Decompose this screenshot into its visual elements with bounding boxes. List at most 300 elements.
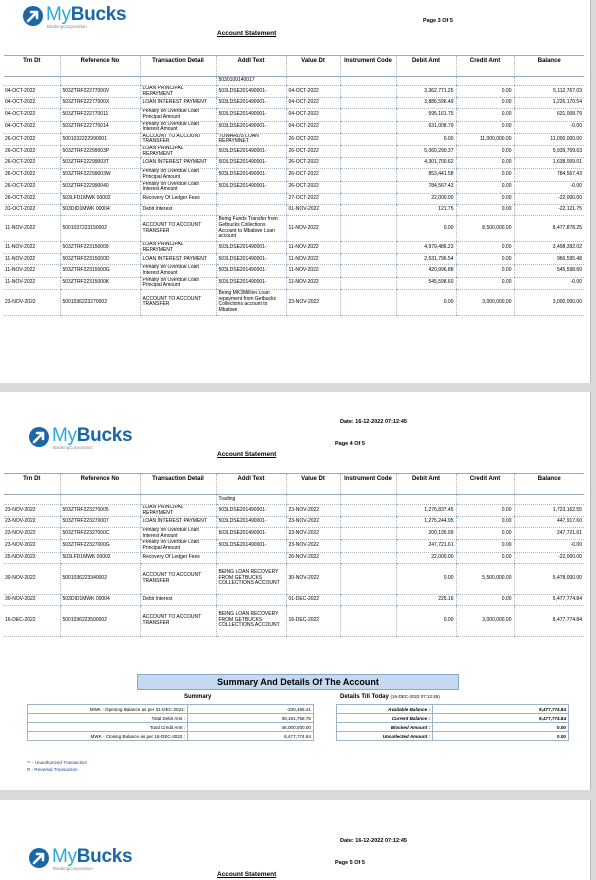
summary-label: Total Debit Amt : bbox=[28, 714, 188, 723]
cell-value-date: 16-DEC-2022 bbox=[286, 605, 340, 636]
summary-value: 8,477,774.84 bbox=[433, 714, 569, 723]
cell-trn-date: 11-NOV-2022 bbox=[4, 265, 60, 277]
cell-addl-text: 503LDSE201490001- bbox=[216, 242, 286, 254]
table-row bbox=[4, 145, 584, 157]
statement-title: Account Statement bbox=[217, 871, 277, 878]
summary-label: Uncollected Amount : bbox=[337, 732, 433, 741]
brand-name: MyBucks bbox=[46, 4, 127, 25]
cell-transaction-detail: ACCOUNT TO ACCOUNT TRANSFER bbox=[140, 289, 216, 315]
details-heading: Details Till Today (16-DEC-2022 07:12:45) bbox=[340, 694, 440, 700]
cell-instrument-code bbox=[340, 605, 396, 636]
cell-credit-amt: 0.00 bbox=[456, 121, 514, 133]
column-header-balance: Balance bbox=[514, 474, 584, 495]
cell-balance: 5,477,774.84 bbox=[514, 594, 584, 605]
cell-reference-no: 503ZTRF222770011 bbox=[60, 109, 140, 121]
cell-debit-amt: 200,195.99 bbox=[396, 528, 456, 540]
cell-balance: -0.00 bbox=[514, 121, 584, 133]
cell-debit-amt: 5,060,290.37 bbox=[396, 145, 456, 157]
cell-credit-amt bbox=[456, 495, 514, 505]
cell-credit-amt: 0.00 bbox=[456, 265, 514, 277]
column-header-reference-no: Reference No bbox=[60, 56, 140, 77]
legend-reversal: R - Reversal Transaction bbox=[27, 767, 78, 772]
table-row bbox=[4, 277, 584, 289]
cell-debit-amt: 0.00 bbox=[396, 289, 456, 315]
page-date: Date: 16-12-2022 07:12:45 bbox=[340, 419, 407, 425]
cell-reference-no: 5001036223270002 bbox=[60, 289, 140, 315]
cell-credit-amt: 11,000,000.00 bbox=[456, 133, 514, 145]
cell-addl-text: 503LDSE201490001- bbox=[216, 277, 286, 289]
cell-addl-text: BEING LOAN RECOVERY FROM GETBUCKS COLLECTIONS ACCOUNT bbox=[216, 605, 286, 636]
table-row bbox=[4, 495, 584, 505]
table-header-row bbox=[4, 474, 584, 495]
cell-debit-amt bbox=[396, 77, 456, 86]
cell-reference-no: 503ZTRF222990040 bbox=[60, 181, 140, 193]
summary-row bbox=[28, 723, 314, 732]
brand-name: MyBucks bbox=[52, 846, 133, 867]
table-row bbox=[4, 505, 584, 517]
cell-trn-date: 23-NOV-2022 bbox=[4, 540, 60, 552]
cell-addl-text: TOWARDS LOAN REPAYMNET bbox=[216, 133, 286, 145]
brand-tagline: BankingCorporation bbox=[47, 24, 87, 29]
cell-reference-no: 503ZTRF223270005 bbox=[60, 505, 140, 517]
cell-trn-date: 26-OCT-2022 bbox=[4, 158, 60, 169]
table-row bbox=[4, 98, 584, 109]
cell-instrument-code bbox=[340, 495, 396, 505]
cell-credit-amt: 0.00 bbox=[456, 204, 514, 215]
cell-instrument-code bbox=[340, 98, 396, 109]
cell-addl-text: 503LDSE201490001- bbox=[216, 145, 286, 157]
brand-tagline: BankingCorporation bbox=[53, 866, 93, 871]
cell-value-date: 01-DEC-2022 bbox=[286, 594, 340, 605]
table-row bbox=[4, 77, 584, 86]
cell-balance: 247,721.61 bbox=[514, 528, 584, 540]
column-header-value-date: Value Dt bbox=[286, 474, 340, 495]
table-row bbox=[4, 528, 584, 540]
summary-value: -330,466.41 bbox=[188, 705, 314, 714]
transactions-table bbox=[4, 55, 584, 316]
cell-transaction-detail: Penalty on Overdue Loan Interest Amount bbox=[140, 121, 216, 133]
statement-page-4 bbox=[0, 392, 591, 790]
cell-instrument-code bbox=[340, 86, 396, 98]
cell-balance: 1,638,009.01 bbox=[514, 158, 584, 169]
arrow-circle-logo-icon bbox=[28, 847, 50, 869]
cell-addl-text bbox=[216, 193, 286, 204]
cell-transaction-detail: Recovery Of Ledger Fees bbox=[140, 552, 216, 563]
cell-credit-amt: 0.00 bbox=[456, 158, 514, 169]
column-header-transaction-detail: Transaction Detail bbox=[140, 474, 216, 495]
cell-credit-amt: 0.00 bbox=[456, 193, 514, 204]
cell-value-date: 23-NOV-2022 bbox=[286, 505, 340, 517]
cell-transaction-detail: LOAN PRINCIPAL REPAYMENT bbox=[140, 242, 216, 254]
cell-trn-date bbox=[4, 495, 60, 505]
cell-transaction-detail: Recovery Of Ledger Fees bbox=[140, 193, 216, 204]
cell-value-date: 27-OCT-2022 bbox=[286, 193, 340, 204]
cell-reference-no: 503ZTRF22315000K bbox=[60, 277, 140, 289]
cell-balance: 8,477,774.84 bbox=[514, 605, 584, 636]
cell-trn-date: 04-OCT-2022 bbox=[4, 121, 60, 133]
table-row bbox=[4, 133, 584, 145]
summary-row bbox=[28, 732, 314, 741]
cell-reference-no: 503DID1MWK 00004 bbox=[60, 204, 140, 215]
cell-credit-amt: 0.00 bbox=[456, 109, 514, 121]
column-header-transaction-detail: Transaction Detail bbox=[140, 56, 216, 77]
summary-row bbox=[28, 705, 314, 714]
cell-credit-amt: 0.00 bbox=[456, 552, 514, 563]
cell-debit-amt: 247,721.61 bbox=[396, 540, 456, 552]
cell-balance bbox=[514, 495, 584, 505]
cell-value-date: 23-NOV-2022 bbox=[286, 528, 340, 540]
summary-value: 8,477,774.84 bbox=[433, 705, 569, 714]
brand-name: MyBucks bbox=[52, 425, 133, 446]
column-header-credit-amt: Credit Amt bbox=[456, 56, 514, 77]
cell-credit-amt: 0.00 bbox=[456, 277, 514, 289]
cell-instrument-code bbox=[340, 594, 396, 605]
cell-balance: 3,000,000.00 bbox=[514, 289, 584, 315]
cell-transaction-detail: Penalty on Overdue Loan Interest Amount bbox=[140, 265, 216, 277]
cell-debit-amt: 0.00 bbox=[396, 563, 456, 594]
cell-value-date: 30-NOV-2022 bbox=[286, 563, 340, 594]
cell-credit-amt: 8,500,000.00 bbox=[456, 216, 514, 242]
cell-addl-text: 503LDSE201490001- bbox=[216, 181, 286, 193]
cell-transaction-detail: LOAN INTEREST PAYMENT bbox=[140, 517, 216, 528]
cell-value-date: 23-NOV-2022 bbox=[286, 517, 340, 528]
cell-reference-no: 5001036223500002 bbox=[60, 605, 140, 636]
summary-row bbox=[337, 705, 569, 714]
cell-transaction-detail: LOAN INTEREST PAYMENT bbox=[140, 158, 216, 169]
cell-addl-text: 503LDSE201490001- bbox=[216, 540, 286, 552]
cell-trn-date: 23-NOV-2022 bbox=[4, 528, 60, 540]
cell-credit-amt: 0.00 bbox=[456, 169, 514, 181]
cell-addl-text bbox=[216, 204, 286, 215]
cell-balance: 447,917.60 bbox=[514, 517, 584, 528]
cell-trn-date: 04-OCT-2022 bbox=[4, 98, 60, 109]
cell-trn-date: 11-NOV-2022 bbox=[4, 254, 60, 265]
cell-value-date: 26-OCT-2022 bbox=[286, 181, 340, 193]
cell-addl-text: 503LDSE201490001- bbox=[216, 98, 286, 109]
brand-logo bbox=[28, 426, 132, 450]
cell-debit-amt: 631,008.79 bbox=[396, 121, 456, 133]
cell-credit-amt: 0.00 bbox=[456, 540, 514, 552]
cell-value-date: 26-NOV-2022 bbox=[286, 552, 340, 563]
cell-balance: 5,112,767.03 bbox=[514, 86, 584, 98]
cell-instrument-code bbox=[340, 109, 396, 121]
statement-title: Account Statement bbox=[217, 30, 277, 37]
cell-instrument-code bbox=[340, 133, 396, 145]
details-table bbox=[336, 704, 569, 741]
cell-credit-amt: 0.00 bbox=[456, 528, 514, 540]
summary-row bbox=[28, 714, 314, 723]
column-header-credit-amt: Credit Amt bbox=[456, 474, 514, 495]
cell-transaction-detail: Penalty on Overdue Loan Principal Amount bbox=[140, 169, 216, 181]
summary-row bbox=[337, 714, 569, 723]
legend-unauthorized: ** - Unauthorized Transaction bbox=[27, 760, 88, 765]
cell-trn-date: 25-NOV-2022 bbox=[4, 552, 60, 563]
cell-balance: 545,598.60 bbox=[514, 265, 584, 277]
arrow-circle-logo-icon bbox=[22, 5, 44, 27]
cell-instrument-code bbox=[340, 254, 396, 265]
cell-addl-text: Trading bbox=[216, 495, 286, 505]
cell-trn-date: 26-OCT-2022 bbox=[4, 193, 60, 204]
cell-value-date: 01-NOV-2022 bbox=[286, 204, 340, 215]
cell-instrument-code bbox=[340, 158, 396, 169]
table-row bbox=[4, 169, 584, 181]
column-header-balance: Balance bbox=[514, 56, 584, 77]
cell-credit-amt: 0.00 bbox=[456, 254, 514, 265]
cell-trn-date: 16-DEC-2022 bbox=[4, 605, 60, 636]
cell-instrument-code bbox=[340, 77, 396, 86]
statement-title: Account Statement bbox=[217, 451, 277, 458]
table-row bbox=[4, 540, 584, 552]
cell-balance: 1,723,162.55 bbox=[514, 505, 584, 517]
cell-transaction-detail: LOAN INTEREST PAYMENT bbox=[140, 98, 216, 109]
arrow-circle-logo-icon bbox=[28, 426, 50, 448]
cell-transaction-detail: LOAN PRINCIPAL REPAYMENT bbox=[140, 145, 216, 157]
cell-reference-no: 503ZTRF22299003T bbox=[60, 158, 140, 169]
summary-value: 39,191,758.75 bbox=[188, 714, 314, 723]
summary-label: Available Balance : bbox=[337, 705, 433, 714]
table-row bbox=[4, 193, 584, 204]
cell-instrument-code bbox=[340, 517, 396, 528]
cell-transaction-detail: LOAN PRINCIPAL REPAYMENT bbox=[140, 86, 216, 98]
cell-debit-amt: 0.00 bbox=[396, 216, 456, 242]
cell-debit-amt: 4,979,486.23 bbox=[396, 242, 456, 254]
cell-balance bbox=[514, 77, 584, 86]
cell-value-date bbox=[286, 495, 340, 505]
cell-value-date: 26-OCT-2022 bbox=[286, 133, 340, 145]
cell-value-date: 04-OCT-2022 bbox=[286, 86, 340, 98]
cell-balance: 5,478,000.00 bbox=[514, 563, 584, 594]
statement-page-3 bbox=[0, 0, 591, 383]
cell-credit-amt: 5,500,000.00 bbox=[456, 563, 514, 594]
cell-transaction-detail: Penalty on Overdue Loan Principal Amount bbox=[140, 277, 216, 289]
cell-instrument-code bbox=[340, 265, 396, 277]
cell-debit-amt: 784,567.43 bbox=[396, 181, 456, 193]
cell-debit-amt bbox=[396, 495, 456, 505]
cell-debit-amt: 595,161.75 bbox=[396, 109, 456, 121]
cell-addl-text bbox=[216, 552, 286, 563]
cell-addl-text: 503LDSE201490001- bbox=[216, 505, 286, 517]
summary-table bbox=[27, 704, 314, 741]
summary-label: Current Balance : bbox=[337, 714, 433, 723]
table-row bbox=[4, 563, 584, 594]
cell-value-date: 26-OCT-2022 bbox=[286, 158, 340, 169]
cell-transaction-detail: LOAN INTEREST PAYMENT bbox=[140, 254, 216, 265]
cell-addl-text: 503LDSE201490001- bbox=[216, 86, 286, 98]
cell-transaction-detail: ACCOUNT TO ACCOUNT TRANSFER bbox=[140, 605, 216, 636]
summary-row bbox=[337, 723, 569, 732]
table-row bbox=[4, 204, 584, 215]
cell-balance: 11,000,000.00 bbox=[514, 133, 584, 145]
cell-credit-amt bbox=[456, 77, 514, 86]
summary-label: Blocked Amount : bbox=[337, 723, 433, 732]
cell-value-date: 11-NOV-2022 bbox=[286, 242, 340, 254]
column-header-addl-text: Addl Text bbox=[216, 474, 286, 495]
cell-reference-no: 5001032222990001 bbox=[60, 133, 140, 145]
summary-label: MWK - Closing Balance as per 16-DEC-2022 : bbox=[28, 732, 188, 741]
table-row bbox=[4, 242, 584, 254]
page-number: Page 4 Of 5 bbox=[335, 441, 365, 447]
cell-reference-no: 503DID1MWK 00004 bbox=[60, 594, 140, 605]
cell-transaction-detail: LOAN PRINCIPAL REPAYMENT bbox=[140, 505, 216, 517]
cell-debit-amt: 1,275,244.95 bbox=[396, 517, 456, 528]
cell-transaction-detail: ACCOUNT TO ACCOUNT TRANSFER bbox=[140, 133, 216, 145]
cell-trn-date: 11-NOV-2022 bbox=[4, 277, 60, 289]
cell-reference-no: 503LFD1MWK 00002 bbox=[60, 552, 140, 563]
cell-instrument-code bbox=[340, 204, 396, 215]
cell-addl-text: 503LDSE201490001- bbox=[216, 254, 286, 265]
cell-balance: 8,477,878.25 bbox=[514, 216, 584, 242]
cell-trn-date: 30-NOV-2022 bbox=[4, 563, 60, 594]
table-row bbox=[4, 254, 584, 265]
cell-balance: -0.00 bbox=[514, 181, 584, 193]
cell-instrument-code bbox=[340, 552, 396, 563]
cell-addl-text: 503LDSE201490001- bbox=[216, 265, 286, 277]
cell-trn-date: 26-OCT-2022 bbox=[4, 133, 60, 145]
cell-balance: 966,595.48 bbox=[514, 254, 584, 265]
cell-debit-amt: 4,301,700.62 bbox=[396, 158, 456, 169]
cell-addl-text: 503LDSE201490001- bbox=[216, 528, 286, 540]
column-header-instrument-code: Instrument Code bbox=[340, 56, 396, 77]
cell-debit-amt: 420,996.88 bbox=[396, 265, 456, 277]
cell-debit-amt: 22,000.00 bbox=[396, 552, 456, 563]
table-row bbox=[4, 289, 584, 315]
cell-balance: -0.00 bbox=[514, 540, 584, 552]
cell-trn-date: 26-OCT-2022 bbox=[4, 169, 60, 181]
cell-addl-text: 503LDSE201490001- bbox=[216, 517, 286, 528]
column-header-debit-amt: Debit Amt bbox=[396, 56, 456, 77]
table-row bbox=[4, 86, 584, 98]
summary-heading: Summary bbox=[184, 694, 212, 700]
cell-addl-text bbox=[216, 594, 286, 605]
brand-logo bbox=[22, 5, 126, 29]
cell-transaction-detail: ACCOUNT TO ACCOUNT TRANSFER bbox=[140, 216, 216, 242]
cell-trn-date: 26-OCT-2022 bbox=[4, 181, 60, 193]
cell-instrument-code bbox=[340, 181, 396, 193]
cell-balance: 631,008.79 bbox=[514, 109, 584, 121]
cell-transaction-detail: Penalty on Overdue Loan Principal Amount bbox=[140, 540, 216, 552]
cell-debit-amt: 0.00 bbox=[396, 133, 456, 145]
cell-debit-amt: 0.00 bbox=[396, 605, 456, 636]
cell-value-date: 04-OCT-2022 bbox=[286, 109, 340, 121]
cell-reference-no: 503ZTRF22327000C bbox=[60, 528, 140, 540]
cell-reference-no: 5001036223340002 bbox=[60, 563, 140, 594]
cell-reference-no: 503ZTRF22277000V bbox=[60, 86, 140, 98]
cell-value-date: 04-OCT-2022 bbox=[286, 121, 340, 133]
cell-balance: 5,939,709.63 bbox=[514, 145, 584, 157]
page-number: Page 5 Of 5 bbox=[335, 860, 365, 866]
cell-reference-no: 503ZTRF223270007 bbox=[60, 517, 140, 528]
cell-addl-text: 5030100140017 bbox=[216, 77, 286, 86]
cell-credit-amt: 0.00 bbox=[456, 242, 514, 254]
cell-debit-amt: 1,276,837.45 bbox=[396, 505, 456, 517]
table-header-row bbox=[4, 56, 584, 77]
cell-addl-text: 503LDSE201490001- bbox=[216, 158, 286, 169]
cell-balance: -0.00 bbox=[514, 277, 584, 289]
summary-value: 8,477,774.84 bbox=[188, 732, 314, 741]
column-header-reference-no: Reference No bbox=[60, 474, 140, 495]
cell-debit-amt: 225.16 bbox=[396, 594, 456, 605]
cell-addl-text: BEING LOAN RECOVERY FROM GETBUCKS COLLECTIONS ACCOUNT bbox=[216, 563, 286, 594]
cell-instrument-code bbox=[340, 193, 396, 204]
cell-instrument-code bbox=[340, 277, 396, 289]
table-row bbox=[4, 605, 584, 636]
cell-balance: -22,121.75 bbox=[514, 204, 584, 215]
cell-reference-no: 503LFD1MWK 00002 bbox=[60, 193, 140, 204]
statement-page-5 bbox=[0, 800, 591, 880]
cell-trn-date: 31-OCT-2022 bbox=[4, 204, 60, 215]
table-row bbox=[4, 517, 584, 528]
cell-instrument-code bbox=[340, 216, 396, 242]
cell-debit-amt: 3,362,771.25 bbox=[396, 86, 456, 98]
summary-value: 48,000,000.00 bbox=[188, 723, 314, 732]
cell-credit-amt: 0.00 bbox=[456, 98, 514, 109]
summary-label: Total Credit Amt : bbox=[28, 723, 188, 732]
cell-trn-date: 11-NOV-2022 bbox=[4, 242, 60, 254]
cell-reference-no: 503ZTRF22315000D bbox=[60, 254, 140, 265]
cell-transaction-detail bbox=[140, 495, 216, 505]
summary-label: MWK - Opening Balance as per 31-DEC-2021: bbox=[28, 705, 188, 714]
cell-trn-date: 23-NOV-2022 bbox=[4, 505, 60, 517]
cell-instrument-code bbox=[340, 121, 396, 133]
cell-credit-amt: 0.00 bbox=[456, 517, 514, 528]
cell-reference-no: 503ZTRF222770014 bbox=[60, 121, 140, 133]
cell-reference-no: 503ZTRF22299003W bbox=[60, 169, 140, 181]
summary-value: 0.00 bbox=[433, 723, 569, 732]
cell-value-date bbox=[286, 77, 340, 86]
cell-reference-no: 503ZTRF223150009 bbox=[60, 242, 140, 254]
cell-transaction-detail: Debit Interest bbox=[140, 204, 216, 215]
table-row bbox=[4, 594, 584, 605]
cell-debit-amt: 121.75 bbox=[396, 204, 456, 215]
cell-reference-no: 5001037223150002 bbox=[60, 216, 140, 242]
cell-value-date: 26-OCT-2022 bbox=[286, 169, 340, 181]
table-row bbox=[4, 109, 584, 121]
cell-instrument-code bbox=[340, 242, 396, 254]
summary-title: Summary And Details Of The Account bbox=[137, 674, 459, 690]
cell-trn-date: 30-NOV-2022 bbox=[4, 594, 60, 605]
cell-instrument-code bbox=[340, 505, 396, 517]
cell-instrument-code bbox=[340, 169, 396, 181]
cell-credit-amt: 0.00 bbox=[456, 505, 514, 517]
table-row bbox=[4, 121, 584, 133]
cell-debit-amt: 853,441.58 bbox=[396, 169, 456, 181]
cell-credit-amt: 0.00 bbox=[456, 181, 514, 193]
cell-reference-no: 503ZTRF22315000G bbox=[60, 265, 140, 277]
cell-addl-text: 503LDSE201490001- bbox=[216, 109, 286, 121]
cell-instrument-code bbox=[340, 528, 396, 540]
column-header-trn-date: Trn Dt bbox=[4, 474, 60, 495]
cell-value-date: 26-OCT-2022 bbox=[286, 145, 340, 157]
cell-addl-text: 503LDSE201490001- bbox=[216, 169, 286, 181]
cell-transaction-detail: Penalty on Overdue Loan Principal Amount bbox=[140, 109, 216, 121]
cell-value-date: 04-OCT-2022 bbox=[286, 98, 340, 109]
column-header-value-date: Value Dt bbox=[286, 56, 340, 77]
cell-trn-date: 23-NOV-2022 bbox=[4, 289, 60, 315]
cell-reference-no: 503ZTRF22277000X bbox=[60, 98, 140, 109]
summary-row bbox=[337, 732, 569, 741]
cell-reference-no: 503ZTRF22327000G bbox=[60, 540, 140, 552]
cell-instrument-code bbox=[340, 289, 396, 315]
page-date: Date: 16-12-2022 07:12:45 bbox=[340, 838, 407, 844]
cell-trn-date bbox=[4, 77, 60, 86]
cell-instrument-code bbox=[340, 563, 396, 594]
cell-balance: -22,000.00 bbox=[514, 552, 584, 563]
cell-transaction-detail: ACCOUNT TO ACCOUNT TRANSFER bbox=[140, 563, 216, 594]
column-header-trn-date: Trn Dt bbox=[4, 56, 60, 77]
cell-addl-text: Being MK3Million Loan repayment from Getbucks Collections account to Mbabwe bbox=[216, 289, 286, 315]
page-number: Page 3 Of 5 bbox=[423, 18, 453, 24]
table-row bbox=[4, 158, 584, 169]
